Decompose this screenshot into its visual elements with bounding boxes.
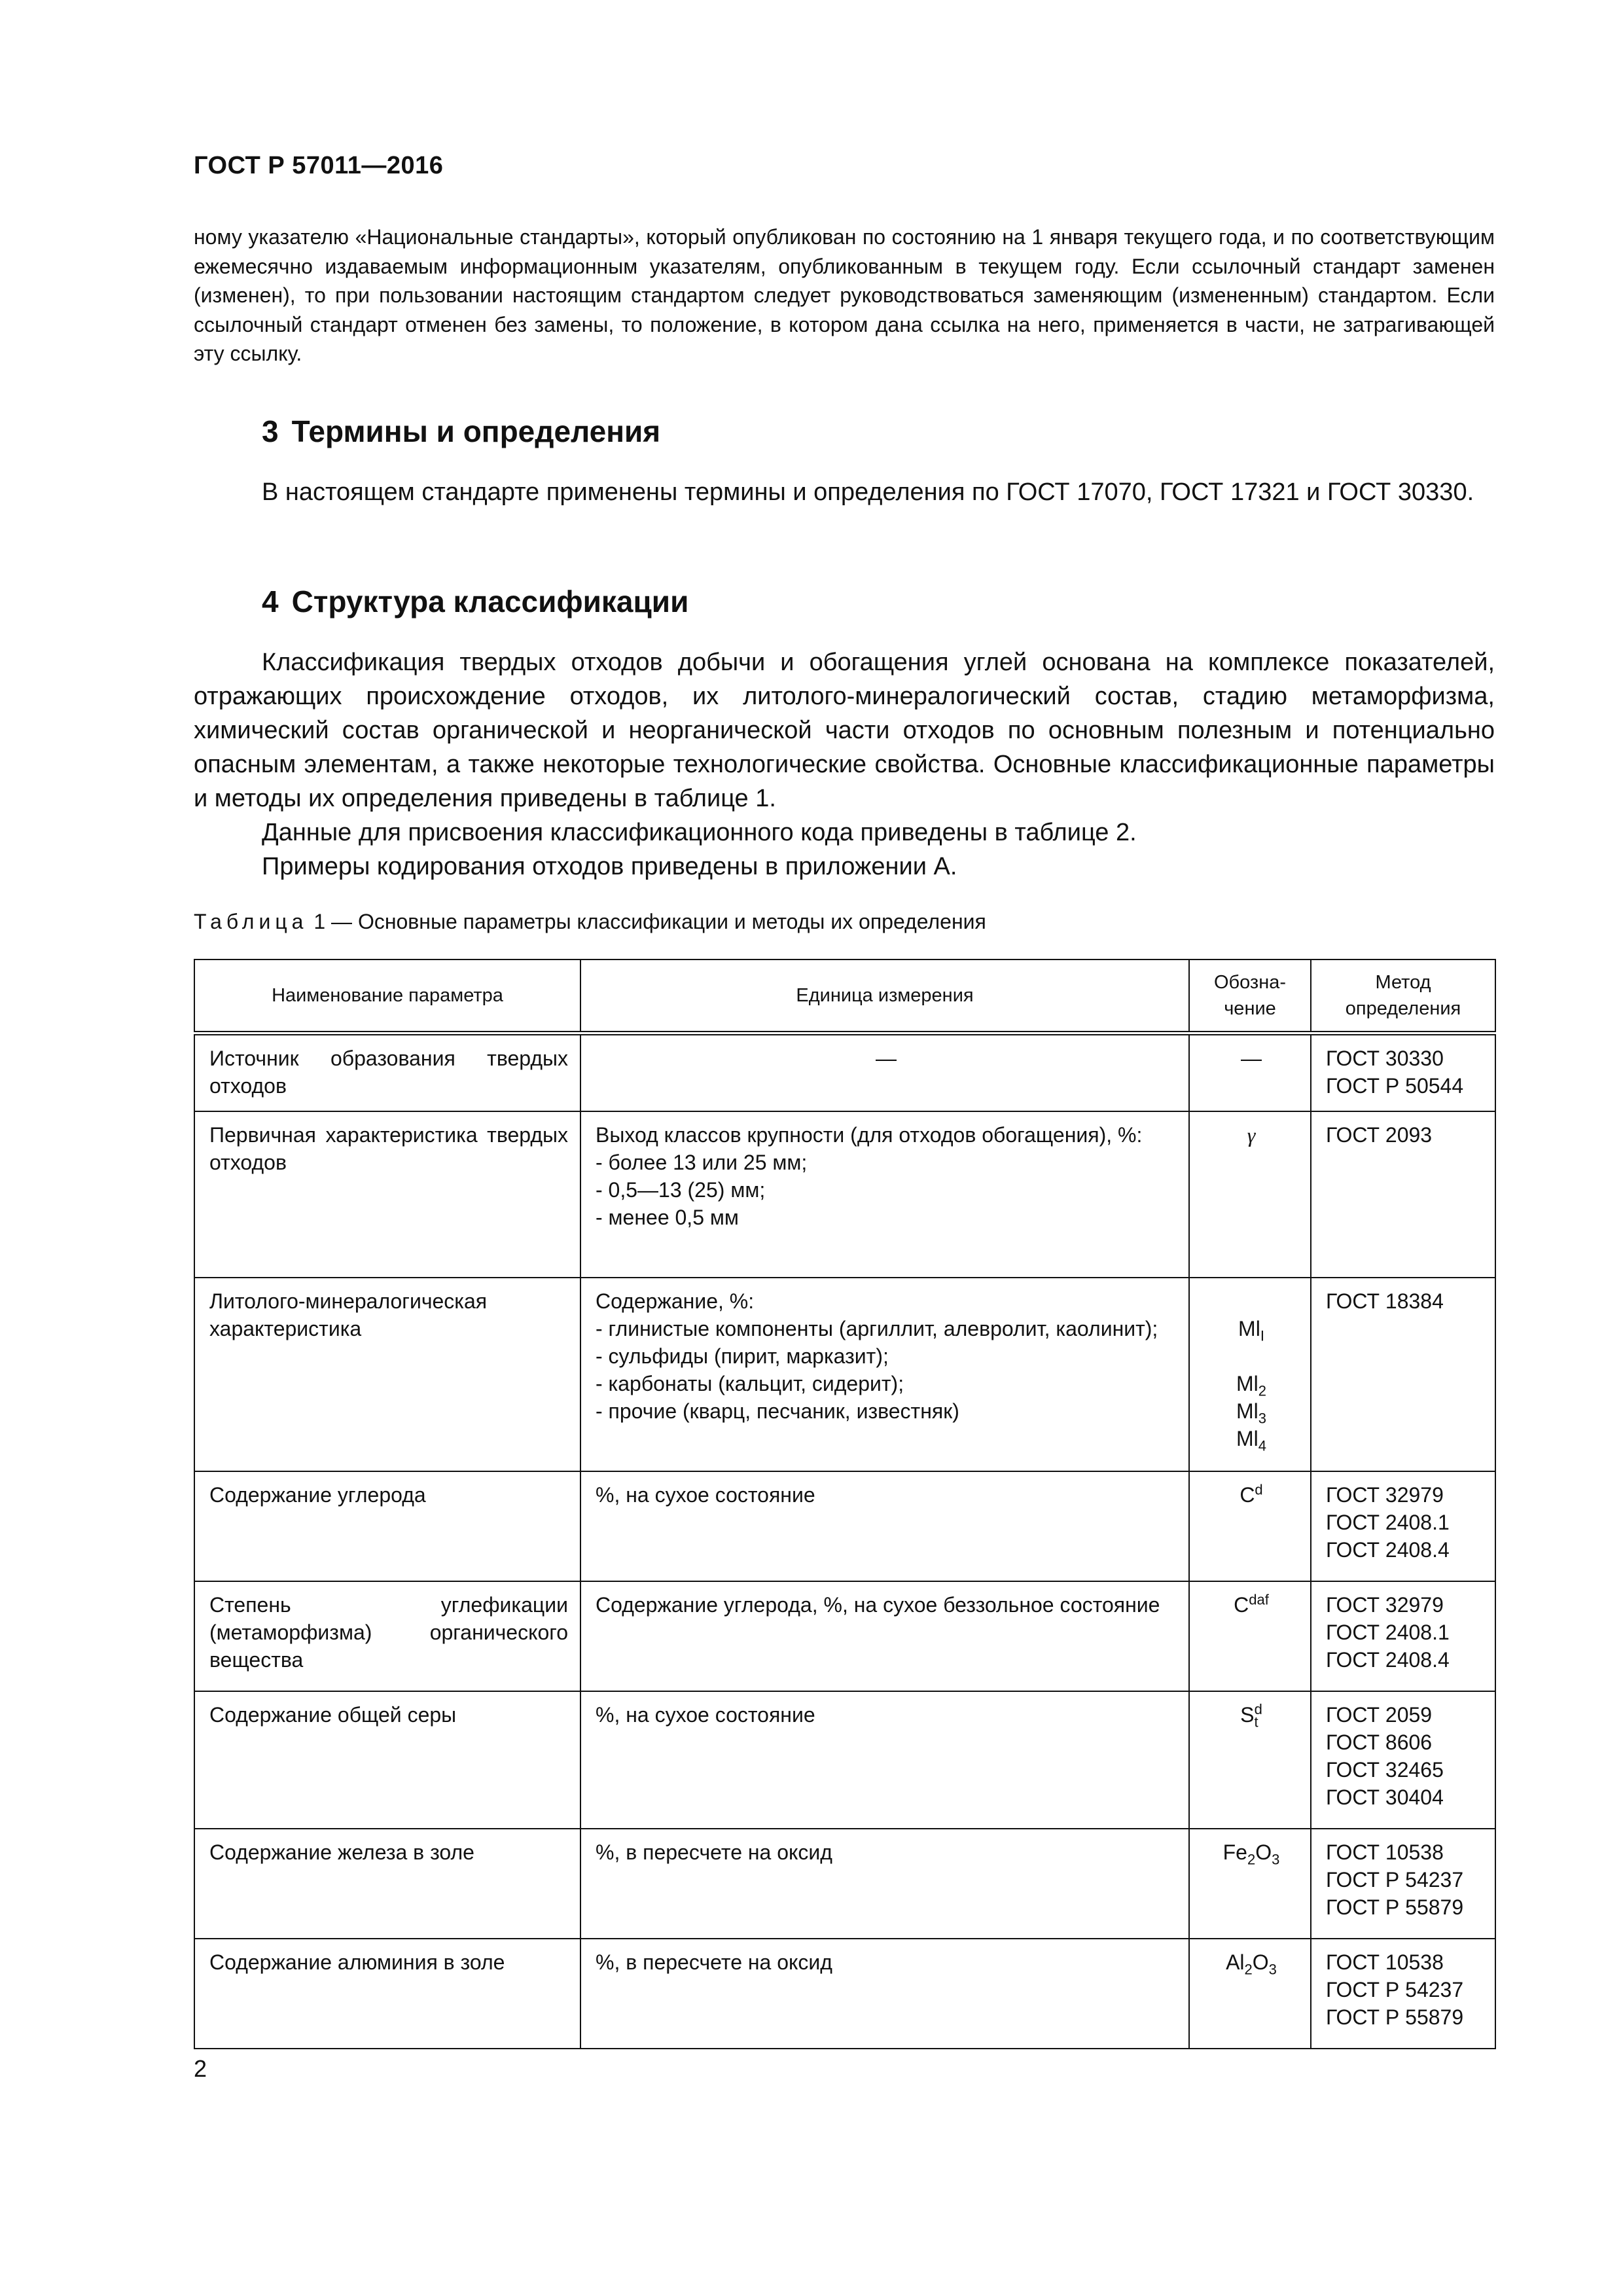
table-header-row [194, 960, 1495, 1033]
section-4-heading [262, 584, 688, 619]
table-row [194, 1111, 1495, 1278]
param-name: Степень углефикации (метаморфизма) органического вещества [194, 1581, 580, 1691]
param-unit: Содержание, %: - глинистые компоненты (аргиллит, алевролит, каолинит); - сульфиды (пирит, марказит); - карбонаты (кальцит, сидерит); - прочие (кварц, песчаник, известняк) [580, 1278, 1189, 1471]
param-methods: ГОСТ 30330 ГОСТ Р 50544 [1311, 1033, 1495, 1111]
standard-header: ГОСТ Р 57011—2016 [194, 152, 444, 179]
param-unit: %, на сухое состояние [580, 1471, 1189, 1581]
section-4-paragraph-2: Данные для присвоения классификационного кода приведены в таблице 2. [262, 819, 1137, 846]
section-3-heading [262, 414, 660, 449]
param-methods: ГОСТ 32979 ГОСТ 2408.1 ГОСТ 2408.4 [1311, 1581, 1495, 1691]
param-unit: %, в пересчете на оксид [580, 1829, 1189, 1939]
table-row [194, 1939, 1495, 2049]
param-methods: ГОСТ 10538 ГОСТ Р 54237 ГОСТ Р 55879 [1311, 1829, 1495, 1939]
section-3-number: 3 [262, 414, 279, 448]
param-methods: ГОСТ 10538 ГОСТ Р 54237 ГОСТ Р 55879 [1311, 1939, 1495, 2049]
param-unit: %, на сухое состояние [580, 1691, 1189, 1829]
table-row [194, 1691, 1495, 1829]
param-symbol: $S_t^d$ [1189, 1691, 1311, 1829]
param-symbol: $Fe_2O_3$ [1189, 1829, 1311, 1939]
param-name: Источник образования твердых отходов [194, 1033, 580, 1111]
param-methods: ГОСТ 2059 ГОСТ 8606 ГОСТ 32465 ГОСТ 30404 [1311, 1691, 1495, 1829]
section-4-title: Структура классификации [291, 584, 689, 619]
table-row [194, 1471, 1495, 1581]
param-symbol: — [1189, 1033, 1311, 1111]
table-caption-text: 1 — Основные параметры классификации и методы их определения [308, 910, 986, 933]
param-name: Содержание железа в золе [194, 1829, 580, 1939]
param-methods: ГОСТ 2093 [1311, 1111, 1495, 1278]
section-4-number: 4 [262, 584, 279, 619]
param-methods: ГОСТ 18384 [1311, 1278, 1495, 1471]
section-4-paragraph-3: Примеры кодирования отходов приведены в приложении А. [262, 853, 957, 880]
param-methods: ГОСТ 32979 ГОСТ 2408.1 ГОСТ 2408.4 [1311, 1471, 1495, 1581]
param-unit: %, в пересчете на оксид [580, 1939, 1189, 2049]
page-number: 2 [194, 2055, 207, 2082]
header-name: Наименование параметра [194, 960, 580, 1033]
table-caption [194, 910, 986, 934]
param-unit: Выход классов крупности (для отходов обогащения), %: - более 13 или 25 мм; - 0,5—13 (25) мм; - менее 0,5 мм [580, 1111, 1189, 1278]
param-name: Первичная характеристика твердых отходов [194, 1111, 580, 1278]
section-3-text: В настоящем стандарте применены термины и определения по ГОСТ 17070, ГОСТ 17321 и ГОСТ 30330. [262, 478, 1474, 506]
table-caption-label: Таблица [194, 910, 308, 933]
table-row [194, 1033, 1495, 1111]
param-name: Содержание общей серы [194, 1691, 580, 1829]
param-name: Содержание алюминия в золе [194, 1939, 580, 2049]
param-name: Содержание углерода [194, 1471, 580, 1581]
table-row [194, 1829, 1495, 1939]
param-unit: — [580, 1033, 1189, 1111]
section-3-title: Термины и определения [291, 414, 661, 448]
gamma-symbol: γ [1247, 1123, 1256, 1147]
parameters-table [194, 959, 1496, 2049]
table-row [194, 1278, 1495, 1471]
param-unit: Содержание углерода, %, на сухое беззольное состояние [580, 1581, 1189, 1691]
param-symbol [1189, 1111, 1311, 1278]
param-symbol: $C^d$ [1189, 1471, 1311, 1581]
table-row [194, 1581, 1495, 1691]
param-symbol: $Al_2O_3$ [1189, 1939, 1311, 2049]
section-4-paragraph-1: Классификация твердых отходов добычи и обогащения углей основана на комплексе показателей, отражающих происхождение отходов, их литолого-минералогический состав, стадию метаморфизма, химический состав органической и неорганической части отходов по основным полезным и потенциально опасным элементам, а также некоторые технологические свойства. Основные классификационные параметры и методы их определения приведены в таблице 1. [194, 649, 1495, 812]
param-symbol: $Ml_I$ $Ml_2$ $Ml_3$ $Ml_4$ [1189, 1278, 1311, 1471]
continuation-paragraph: ному указателю «Национальные стандарты», который опубликован по состоянию на 1 января текущего года, и по соответствующим ежемесячно издаваемым информационным указателям, опубликованным в текущем году. Если ссылочный стандарт заменен (изменен), то при пользовании настоящим стандартом следует руководствоваться заменяющим (измененным) стандартом. Если ссылочный стандарт отменен без замены, то положение, в котором дана ссылка на него, применяется в части, не затрагивающей эту ссылку. [194, 225, 1495, 365]
param-symbol: $C^{daf}$ [1189, 1581, 1311, 1691]
param-name: Литолого-минералогическая характеристика [194, 1278, 580, 1471]
header-method: Метод определения [1311, 960, 1495, 1033]
header-unit: Единица измерения [580, 960, 1189, 1033]
header-symbol: Обозна- чение [1189, 960, 1311, 1033]
